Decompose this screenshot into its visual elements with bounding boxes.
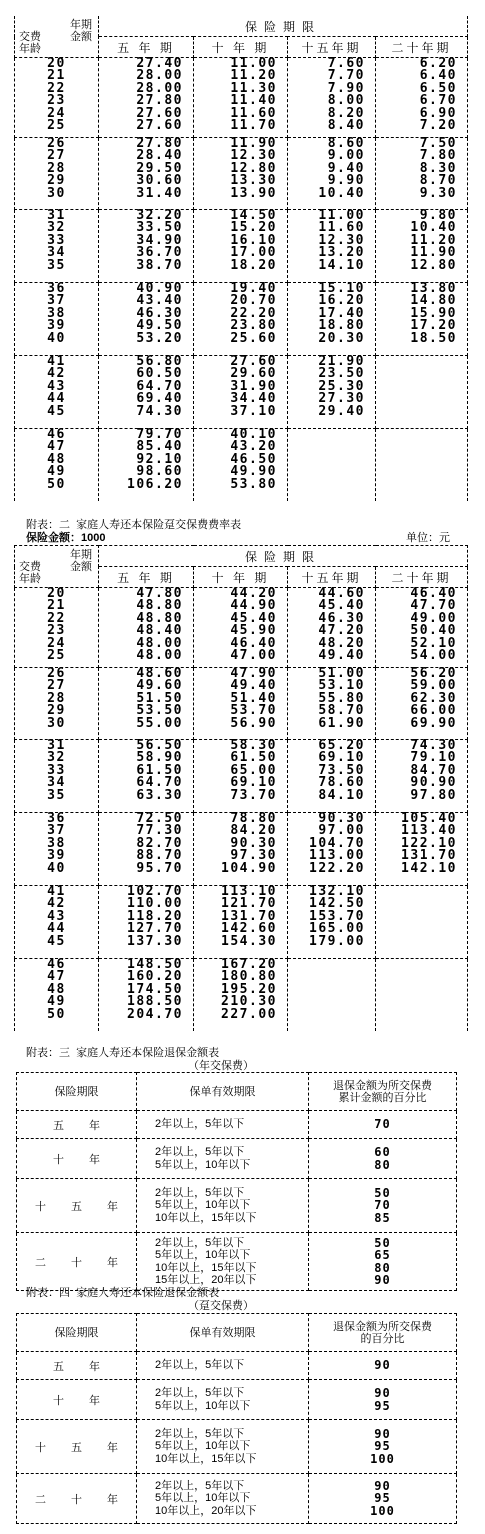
note-table2-title: 附表：二 家庭人寿还本保险趸交保费费率表 (26, 519, 242, 531)
surrender-table-annual (16, 1072, 456, 1291)
table-row: 46 47 48 49 50 148.50 160.20 174.50 188.50 204.70 167.20 180.80 195.20 210.30 227.00 (15, 959, 468, 1031)
table-row: 26 27 28 29 30 48.60 49.60 51.50 53.50 55.00 47.90 49.40 51.40 53.70 56.90 51.00 53.10 55.80 58.70 61.90 56.20 59.00 62.30 66.00 69.90 (15, 668, 468, 740)
table-row: 36 37 38 39 40 72.50 77.30 82.70 88.70 95.70 78.80 84.20 90.30 97.30 104.90 90.30 97.00 104.70 113.00 122.20 105.40 113.40 122.10 131.70 142.10 (15, 813, 468, 886)
corner-cell: 年期 金额 交费 年龄 (15, 16, 99, 58)
table-row: 20 21 22 23 24 25 27.40 28.00 28.00 27.80 27.60 27.60 11.00 11.20 11.30 11.40 11.60 11.70 7.60 7.70 7.90 8.00 8.20 8.40 6.20 6.40 6.50 6.70 6.90 7.20 (15, 58, 468, 138)
rate-table-annual (14, 16, 467, 501)
header-period: 保险期限 (17, 1314, 137, 1352)
table-row: 41 42 43 44 45 102.70 110.00 118.20 127.70 137.30 113.10 121.70 131.70 142.60 154.30 132.10 142.50 153.70 165.00 179.00 (15, 886, 468, 959)
header-percent: 退保金额为所交保费 累计金额的百分比 (309, 1073, 457, 1111)
table-row: 十 五 年 2年以上，5年以下 5年以上，10年以下 10年以上，15年以下 90 95 100 (17, 1420, 457, 1474)
col-20yr: 二十年期 (376, 567, 468, 588)
col-20yr: 二十年期 (376, 37, 468, 58)
corner-cell: 年期 金额 交费 年龄 (15, 546, 99, 588)
table-row: 36 37 38 39 40 40.90 43.40 46.30 49.50 53.20 19.40 20.70 22.20 23.80 25.60 15.10 16.20 17.40 18.80 20.30 13.80 14.80 15.90 17.20 18.50 (15, 283, 468, 356)
table-row: 20 21 22 23 24 25 47.80 48.80 48.80 48.40 48.00 48.00 44.20 44.90 45.40 45.90 46.40 47.00 44.60 45.40 46.30 47.20 48.20 49.40 46.40 47.70 49.00 50.40 52.10 54.00 (15, 588, 468, 668)
note-table2-unit: 单位：元 (406, 532, 450, 544)
col-10yr: 十 年 期 (194, 37, 288, 58)
note-table4-sub: （趸交保费） (188, 1300, 254, 1312)
col-15yr: 十五年期 (288, 567, 376, 588)
table-row: 十 五 年 2年以上，5年以下 5年以上，10年以下 10年以上，15年以下 50 70 85 (17, 1179, 457, 1233)
note-table3-sub: （年交保费） (188, 1060, 254, 1072)
col-5yr: 五 年 期 (99, 37, 194, 58)
table-row: 31 32 33 34 35 32.20 33.50 34.90 36.70 38.70 14.50 15.20 16.10 17.00 18.20 11.00 11.60 12.30 13.20 14.10 9.80 10.40 11.20 11.90 12.80 (15, 210, 468, 283)
header-validity: 保单有效期限 (137, 1073, 309, 1111)
col-15yr: 十五年期 (288, 37, 376, 58)
table-row: 46 47 48 49 50 79.70 85.40 92.10 98.60 106.20 40.10 43.20 46.50 49.90 53.80 (15, 429, 468, 501)
note-table4-title: 附表：四 家庭人寿还本保险退保金额表 (26, 1287, 220, 1299)
header-term: 保险期限 (99, 546, 468, 567)
header-percent: 退保金额为所交保费 的百分比 (309, 1314, 457, 1352)
table-row: 二 十 年 2年以上，5年以下 5年以上，10年以下 10年以上，15年以下 15年以上，20年以下 50 65 80 90 (17, 1233, 457, 1291)
table-row: 31 32 33 34 35 56.50 58.90 61.50 64.70 63.30 58.30 61.50 65.00 69.10 73.70 65.20 69.10 73.50 78.60 84.10 74.30 79.10 84.70 90.90 97.80 (15, 740, 468, 813)
table-row: 五 年 2年以上，5年以下 90 (17, 1352, 457, 1380)
table-row: 二 十 年 2年以上，5年以下 5年以上，10年以下 10年以上，20年以下 90 95 100 (17, 1474, 457, 1524)
header-period: 保险期限 (17, 1073, 137, 1111)
rate-table-single (14, 545, 467, 1031)
table-row: 五 年 2年以上，5年以下 70 (17, 1111, 457, 1139)
col-10yr: 十 年 期 (194, 567, 288, 588)
col-5yr: 五 年 期 (99, 567, 194, 588)
surrender-table-single (16, 1313, 456, 1524)
table-row: 十 年 2年以上，5年以下 5年以上，10年以下 60 80 (17, 1139, 457, 1179)
table-row: 41 42 43 44 45 56.80 60.50 64.70 69.40 74.30 27.60 29.60 31.90 34.40 37.10 21.90 23.50 25.30 27.30 29.40 (15, 356, 468, 429)
note-table3-title: 附表：三 家庭人寿还本保险退保金额表 (26, 1047, 220, 1059)
table-row: 26 27 28 29 30 27.80 28.40 29.50 30.60 31.40 11.90 12.30 12.80 13.30 13.90 8.60 9.00 9.40 9.90 10.40 7.50 7.80 8.30 8.70 9.30 (15, 138, 468, 210)
header-term: 保险期限 (99, 16, 468, 37)
note-table2-amount: 保险金额：1000 (26, 532, 106, 544)
header-validity: 保单有效期限 (137, 1314, 309, 1352)
table-row: 十 年 2年以上，5年以下 5年以上，10年以下 90 95 (17, 1380, 457, 1420)
